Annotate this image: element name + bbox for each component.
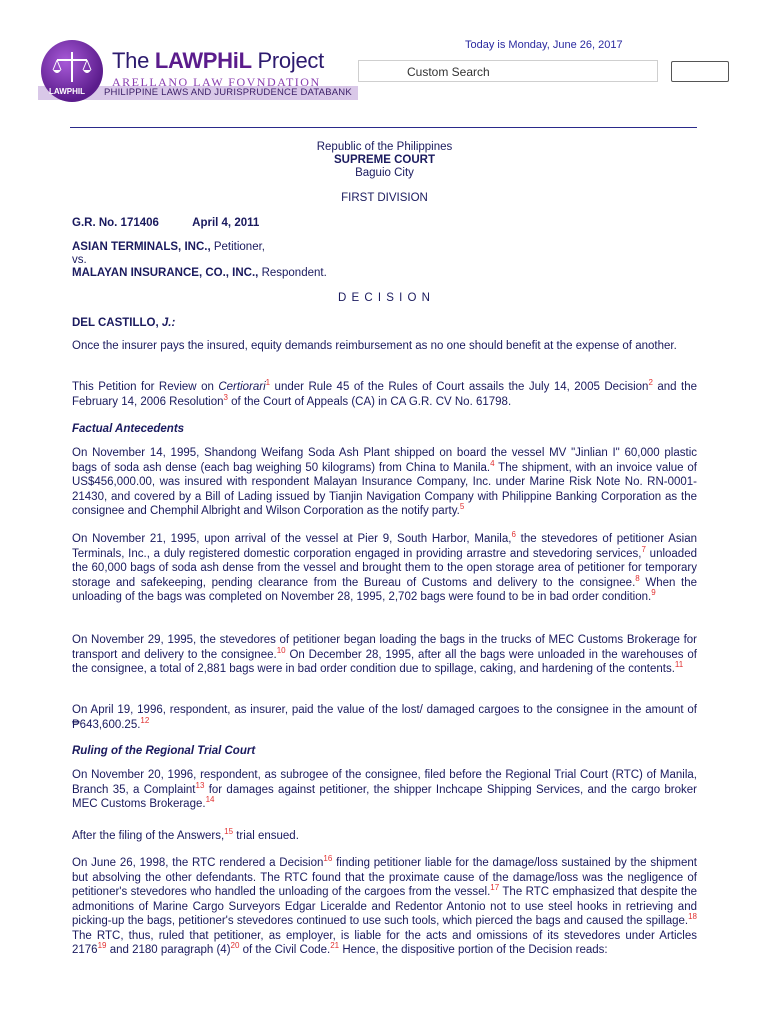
footnote-link[interactable]: 4 <box>490 458 495 468</box>
heading-rtc-ruling: Ruling of the Regional Trial Court <box>72 745 256 757</box>
footnote-link[interactable]: 12 <box>140 715 150 725</box>
court-name: SUPREME COURT <box>334 154 435 166</box>
search-placeholder: Custom Search <box>407 65 490 79</box>
footnote-link[interactable]: 13 <box>195 780 205 790</box>
search-button[interactable] <box>671 61 729 82</box>
scales-of-justice-icon <box>41 40 103 102</box>
paragraph-1: Once the insurer pays the insured, equity demands reimbursement as no one should benefit at the expense of another. <box>72 340 677 352</box>
decision-date: April 4, 2011 <box>192 217 260 229</box>
footnote-link[interactable]: 15 <box>224 827 234 837</box>
logo-title: The LAWPHiL Project <box>112 48 324 73</box>
paragraph-6: On April 19, 1996, respondent, as insurer, paid the value of the lost/ damaged cargoes to the consignee in the amount of ₱643,600.25.12 <box>72 704 697 731</box>
footnote-link[interactable]: 2 <box>648 378 653 388</box>
decision-heading: D E C I S I O N <box>338 292 431 304</box>
gr-number: G.R. No. 171406 <box>72 217 159 229</box>
footnote-link[interactable]: 7 <box>641 544 646 554</box>
footnote-link[interactable]: 6 <box>511 530 516 540</box>
footnote-link[interactable]: 19 <box>97 941 107 951</box>
ponente: DEL CASTILLO, J.: <box>72 317 176 329</box>
paragraph-7: On November 20, 1996, respondent, as subrogee of the consignee, filed before the Regional Trial Court (RTC) of Manila, Branch 35, a Complaint$^{13}$ for damages against petitioner, the shipper Inchcape Shipping Services, and the cargo broker MEC Customs Brokerage.$^{14}$ <box>72 769 697 810</box>
footnote-link[interactable]: 1 <box>265 378 271 388</box>
today-date: Today is Monday, June 26, 2017 <box>465 39 623 51</box>
respondent-line: MALAYAN INSURANCE, CO., INC., Respondent. <box>72 267 327 279</box>
court-city: Baguio City <box>355 167 414 179</box>
paragraph-3: On November 14, 1995, Shandong Weifang Soda Ash Plant shipped on board the vessel MV "Jinlian I" 60,000 plastic bags of soda ash dense (each bag weighing 50 kilograms) from China to Manila.$^4$ The shipment, with an invoice value of US$456,000.00, was insured with respondent Malayan Insurance Company, Inc. under Marine Risk Note No. RN-0001-21430, and covered by a Bill of Lading issued by Tianjin Navigation Company with Philippine Banking Corporation as the consignee and Chemphil Albright and Wilson Corporation as the notify party.$^5$ <box>72 447 697 517</box>
heading-factual-antecedents: Factual Antecedents <box>72 423 185 435</box>
logo-tagline: PHILIPPINE LAWS AND JURISPRUDENCE DATABANK <box>104 87 352 98</box>
versus: vs. <box>72 254 87 266</box>
footnote-link[interactable]: 9 <box>651 588 656 598</box>
footnote-link[interactable]: 21 <box>330 941 340 951</box>
paragraph-9: On June 26, 1998, the RTC rendered a Decision$^{16}$ finding petitioner liable for the damage/loss sustained by the shipment but absolving the other defendants. The RTC found that the proximate cause of the damage/loss was the negligence of petitioner's stevedores who handled the unloading of the cargoes from the vessel.$^{17}$ The RTC emphasized that despite the admonitions of Marine Cargo Surveyors Edgar Liceralde and Redentor Antonio not to use steel hooks in retrieving and picking-up the bags, petitioner's stevedores continued to use such tools, which pierced the bags and caused the spillage.$^{18}$ The RTC, thus, ruled that petitioner, as employer, is liable for the acts and omissions of its stevedores under Articles 2176$^{19}$ and 2180 paragraph (4)$^{20}$ of the Civil Code.$^{21}$ Hence, the dispositive portion of the Decision reads: <box>72 854 697 956</box>
search-input[interactable] <box>358 60 658 82</box>
header-divider <box>70 127 697 128</box>
footnote-link[interactable]: 20 <box>230 941 240 951</box>
footnote-link[interactable]: 10 <box>276 645 286 655</box>
logo-subtitle: ARELLANO LAW FOVNDATION <box>112 75 321 89</box>
paragraph-8: After the filing of the Answers,$^{15}$ trial ensued. <box>72 827 299 842</box>
footnote-link[interactable]: 8 <box>635 573 640 583</box>
footnote-link[interactable]: 11 <box>674 660 684 670</box>
lawphil-logo[interactable] <box>38 38 358 104</box>
paragraph-4: On November 21, 1995, upon arrival of the vessel at Pier 9, South Harbor, Manila,$^6$ the stevedores of petitioner Asian Terminals, Inc., a duly registered domestic corporation engaged in providing arrastre and stevedoring services,$^7$ unloaded the 60,000 bags of soda ash dense from the vessel and brought them to the open storage area of petitioner for temporary storage and safekeeping, pending clearance from the Bureau of Customs and delivery to the consignee.$^8$ When the unloading of the bags was completed on November 28, 1995, 2,702 bags were found to be in bad order condition.$^9$ <box>72 530 697 603</box>
footnote-link[interactable]: 5 <box>459 502 465 512</box>
footnote-link[interactable]: 18 <box>688 912 697 922</box>
footnote-link[interactable]: 16 <box>323 854 333 864</box>
petitioner-line: ASIAN TERMINALS, INC., Petitioner, <box>72 241 265 253</box>
paragraph-5: On November 29, 1995, the stevedores of petitioner began loading the bags in the trucks of MEC Customs Brokerage for transport and delivery to the consignee.$^{10}$ On December 28, 1995, after all the bags were unloaded in the warehouses of the consignee, a total of 2,881 bags were in bad order condition due to spillage, caking, and hardening of the contents.$^{11}$ <box>72 634 698 675</box>
division: FIRST DIVISION <box>341 192 428 204</box>
republic-line: Republic of the Philippines <box>316 141 453 153</box>
footnote-link[interactable]: 14 <box>205 795 215 805</box>
paragraph-2: This Petition for Review on Certiorari$^1$ under Rule 45 of the Rules of Court assails the July 14, 2005 Decision$^2$ and the February 14, 2006 Resolution$^3$ of the Court of Appeals (CA) in CA G.R. CV No. 61798. <box>72 378 697 408</box>
footnote-link[interactable]: 17 <box>490 883 500 893</box>
footnote-link[interactable]: 3 <box>223 392 228 402</box>
case-number-line <box>72 216 697 231</box>
logo-mini-text: LAWPHIL <box>49 87 85 96</box>
